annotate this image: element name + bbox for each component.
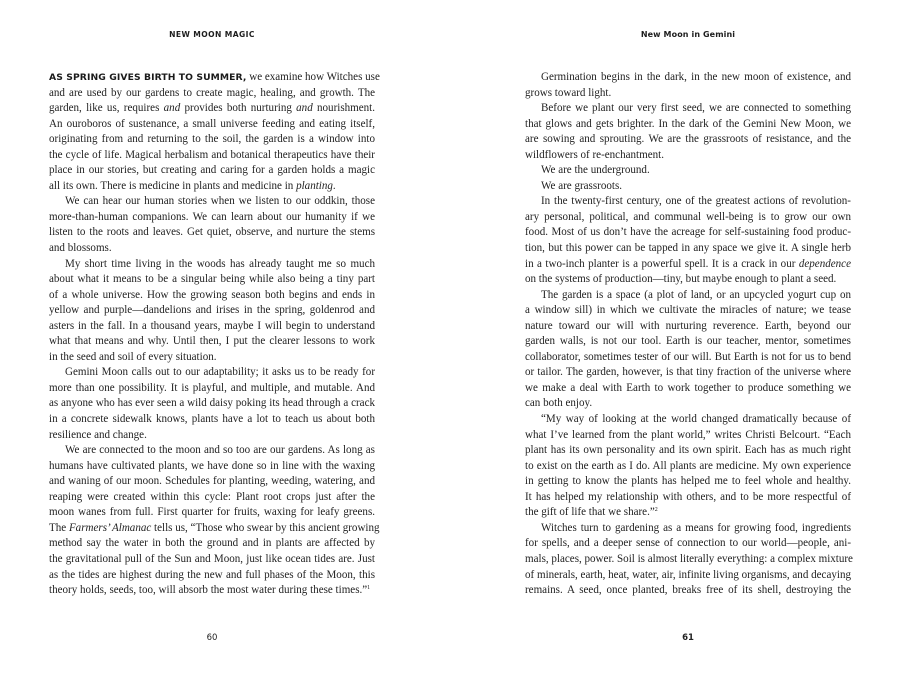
text-line: a window sill) in which we cultivate the miracles of nature; we tease	[525, 304, 851, 317]
running-head-chapter-title: New Moon in Gemini	[640, 30, 736, 39]
text-line: yellow and purple—dandelions and irises in the spring, goldenrod and	[49, 304, 375, 317]
left-page-body	[49, 70, 380, 599]
text-line: as the tides are highest during the new and full phases of the Moon, this	[49, 568, 375, 581]
text-line: In the twenty-first century, one of the greatest actions of revolution-	[541, 195, 851, 208]
text-line: in a two-inch planter is a powerful spell. It is a crack in our dependence	[525, 257, 851, 270]
text-line: humans have cultivated plants, we have done so in line with the waxing	[49, 459, 375, 472]
text-line: moon wanes from full. First quarter for fruits, waxing for leafy greens.	[49, 506, 375, 519]
running-head-book-title: NEW MOON MAGIC	[169, 30, 255, 39]
text-line: nature toward our will with nurturing reverence. Earth, beyond our	[525, 319, 851, 332]
text-line: of minerals, earth, heat, water, air, infinite living organisms, and decaying	[525, 568, 851, 581]
right-page	[450, 0, 900, 675]
text-line: The garden is a space (a plot of land, or an upcycled yogurt cup on	[541, 288, 851, 301]
paragraph	[525, 288, 851, 412]
text-line: the gravitational pull of the Sun and Moon, just like ocean tides are. Just	[49, 552, 375, 565]
text-line: Witches turn to gardening as a means for growing food, ingredients	[541, 521, 851, 534]
text-line: what that means and why. Until then, I put the clearer lessons to work	[49, 335, 375, 348]
text-line: Gemini Moon calls out to our adaptability; it asks us to be ready for	[65, 366, 375, 379]
text-line: food. Most of us don’t have the acreage for self-sustaining food produc-	[525, 226, 851, 239]
text-line: as anyone who has ever seen a wild daisy poking its head through a crack	[49, 397, 375, 410]
right-page-body	[525, 70, 851, 599]
text-line: for spells, and a deeper sense of connection to our world—people, ani-	[525, 537, 851, 550]
text-line: on the systems of production—tiny, but maybe enough to plant a seed.	[525, 273, 837, 286]
text-line: more-than-human companions. We can learn about our humanity if we	[49, 210, 375, 223]
emphasis: and	[163, 102, 181, 115]
text-line: to exist on the earth as I do. All plants are medicine. My own experience	[525, 459, 851, 472]
emphasis: planting	[296, 179, 333, 192]
text-line: “My way of looking at the world changed dramatically because of	[541, 413, 851, 426]
text-line: method say the water in both the ground and in plants are affected by	[49, 537, 375, 550]
text-line: asters in the fall. In a thousand years, maybe I will begin to understand	[49, 319, 375, 332]
text-line: collaborator, sometimes tester of our will. But Earth is not for us to bend	[525, 350, 851, 363]
text-line: more than one possibility. It is playful, and multiple, and mutable. And	[49, 381, 375, 394]
text-line: can both enjoy.	[525, 397, 593, 410]
paragraph	[49, 365, 375, 443]
text-line: tion, but this power can be tapped in any space we give it. A single herb	[525, 242, 851, 255]
paragraph	[525, 70, 851, 101]
text-line: plant has its own personality and its own spirit. Each has as much right	[525, 444, 851, 457]
lead-in-caps: AS SPRING GIVES BIRTH TO SUMMER,	[49, 72, 247, 83]
footnote-marker[interactable]: 2	[654, 507, 658, 514]
text-line: We are connected to the moon and so too are our gardens. As long as	[65, 444, 375, 457]
text-line: garden, like us, requires and provides both nurturing and nourishment.	[49, 102, 375, 115]
text-line: about what it means to be a singular being while also being a tiny part	[49, 273, 375, 286]
text-line: or tailor. The garden, however, is that tiny fraction of the universe where	[525, 366, 851, 379]
paragraph	[525, 179, 851, 195]
text-line: Germination begins in the dark, in the new moon of existence, and	[541, 71, 851, 83]
text-line: in a concrete sidewalk knows, plants have a lot to teach us about both	[49, 413, 375, 426]
text-line: and waning of our moon. Schedules for planting, weeding, watering, and	[49, 475, 375, 488]
page-number: 60	[206, 633, 218, 643]
paragraph	[525, 412, 851, 521]
text-line: what I’ve learned from the plant world,” writes Christi Belcourt. “Each	[525, 428, 851, 441]
text-line: that glows and gets brighter. In the dark of the Gemini New Moon, we	[525, 117, 851, 130]
text-line: in getting to know the plants has helped me to feel whole and healthy.	[525, 475, 851, 488]
paragraph	[49, 443, 380, 598]
paragraph	[525, 521, 851, 599]
emphasis: and	[296, 102, 313, 115]
text-line: mals, places, power. Soil is almost literally everything: a complex mixture	[525, 552, 853, 565]
paragraph	[49, 70, 380, 194]
text-line: in the seed and soil of every situation.	[49, 350, 217, 363]
emphasis: dependence	[798, 257, 851, 270]
text-line: garden walls, is not our tool. Earth is our teacher, mentor, sometimes	[525, 335, 851, 348]
paragraph	[525, 194, 851, 287]
page-number: 61	[682, 633, 694, 643]
text-line: reaping were created within this cycle: Plant root crops just after the	[49, 490, 375, 503]
paragraph	[525, 101, 851, 163]
text-line: the gift of life that we share.”$^2$	[525, 506, 658, 519]
text-line: AS SPRING GIVES BIRTH TO SUMMER, we examine how Witches use	[49, 71, 380, 83]
footnote-marker[interactable]: 1	[367, 585, 371, 592]
text-line: resilience and change.	[49, 428, 147, 441]
text-line: grows toward light.	[525, 86, 612, 99]
text-line: It has helped my relationship with others, and to be more respectful of	[525, 490, 851, 503]
text-line: are sowing and sprouting. We are the grassroots of resistance, and the	[525, 133, 851, 146]
text-line: We can hear our human stories when we listen to our oddkin, those	[65, 195, 375, 208]
text-line: We are the underground.	[541, 164, 650, 177]
text-line: My short time living in the woods has already taught me so much	[65, 257, 375, 270]
paragraph	[49, 257, 375, 366]
text-line: ary personal, political, and communal well-being is to grow our own	[525, 210, 851, 223]
text-line: and blossoms.	[49, 242, 112, 255]
text-line: Before we plant our very first seed, we are connected to something	[541, 102, 851, 115]
text-line: all its own. There is medicine in plants and medicine in planting.	[49, 179, 336, 192]
text-line: the cycle of life. Magical herbalism and botanical therapeutics have their	[49, 148, 375, 161]
text-line: We are grassroots.	[541, 179, 623, 192]
text-line: listen to the roots and leaves. Get quiet, observe, and nurture the stems	[49, 226, 375, 239]
text-line: remains. A seed, once planted, breaks free of its shell, destroying the	[525, 584, 851, 597]
text-line: theory holds, seeds, too, will absorb the most water during these times.”$^1$	[49, 584, 371, 597]
text-line: of a whole universe. How the growing season both begins and ends in	[49, 288, 375, 301]
text-line: and are used by our gardens to create magic, healing, and growth. The	[49, 86, 375, 99]
paragraph	[525, 163, 851, 179]
text-line: place in our stories, but creating and caring for a garden holds a magic	[49, 164, 375, 177]
emphasis: Farmers’ Almanac	[68, 521, 152, 534]
text-line: we make a deal with Earth to work together to produce something we	[525, 381, 851, 394]
text-line: The Farmers’ Almanac tells us, “Those who swear by this ancient growing	[49, 521, 380, 534]
text-line: wildflowers of re-enchantment.	[525, 148, 664, 161]
paragraph	[49, 194, 375, 256]
text-line: An ouroboros of sustenance, a small universe feeding and eating itself,	[49, 117, 375, 130]
text-line: originating from and returning to the soil, the garden is a window into	[49, 133, 375, 146]
